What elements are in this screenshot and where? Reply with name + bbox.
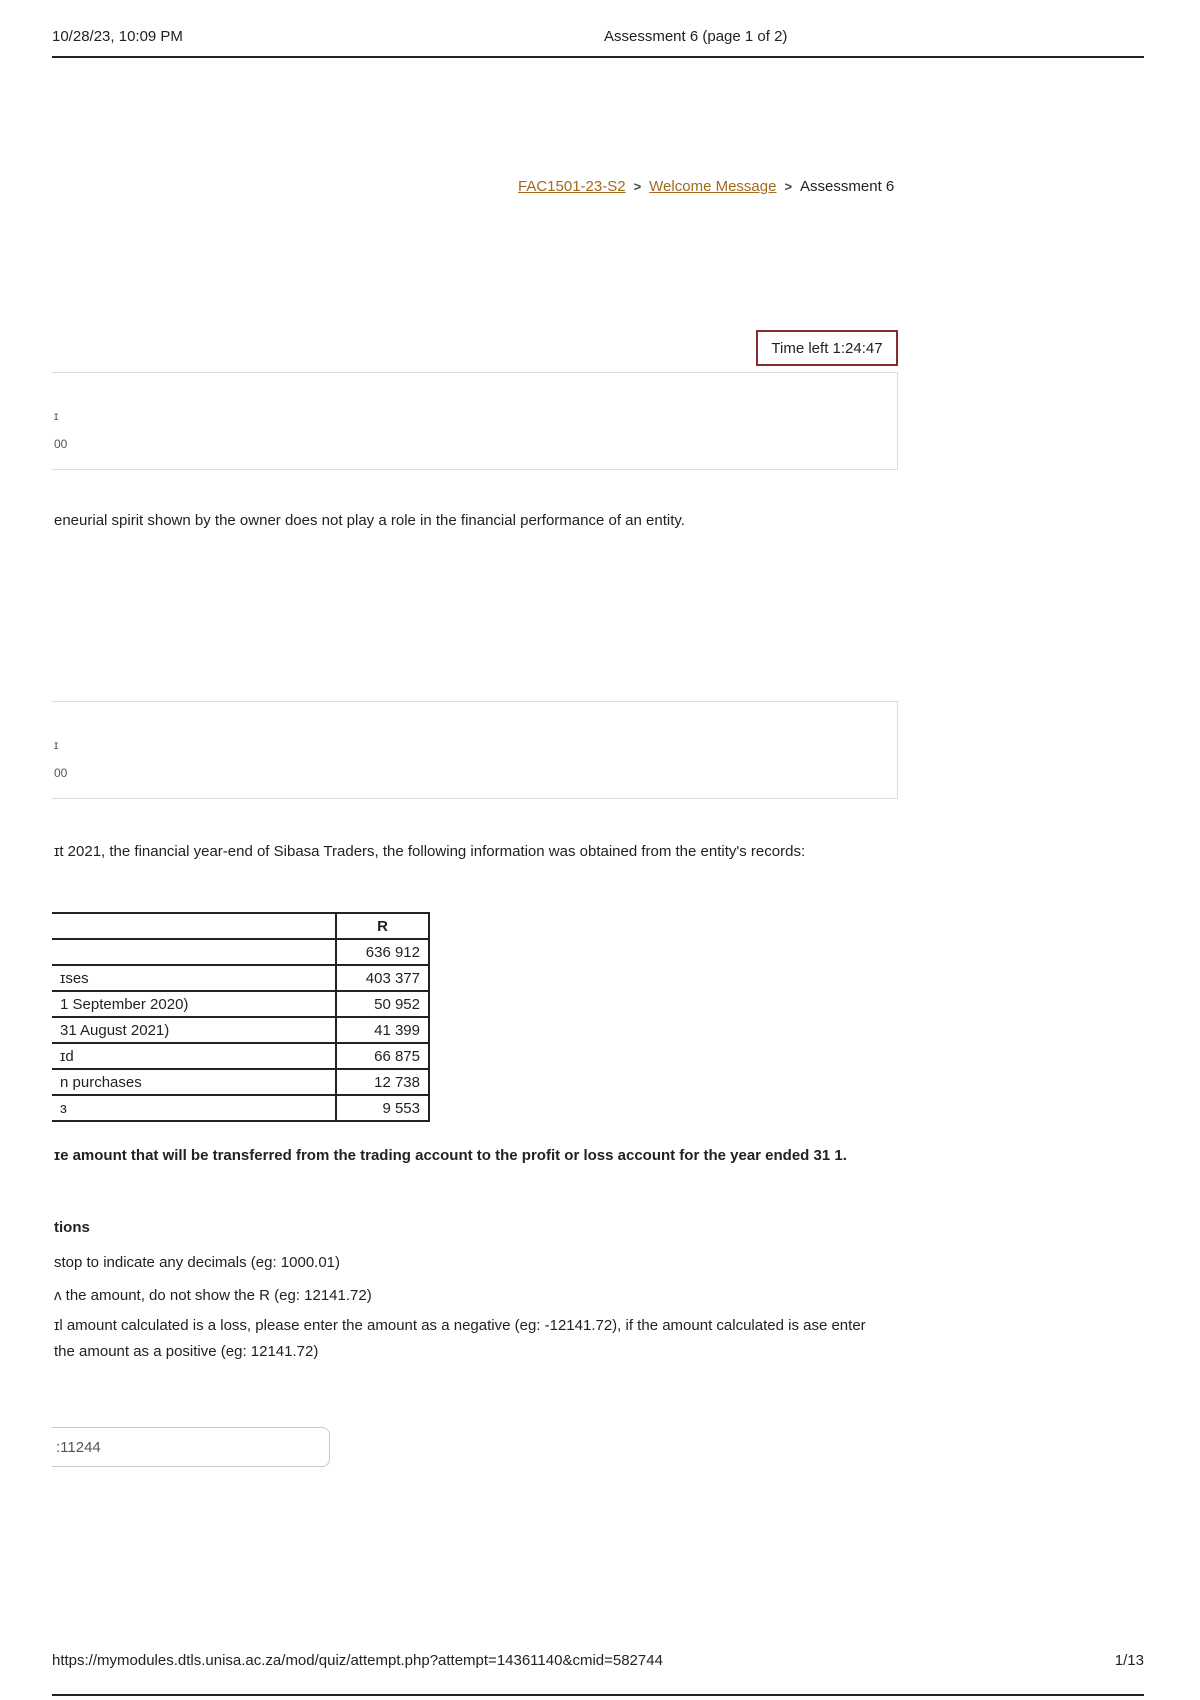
breadcrumb-separator-icon: > <box>633 179 642 194</box>
table-row <box>52 1043 429 1069</box>
table-header-label <box>52 913 336 939</box>
table-cell-value: 66 875 <box>336 1043 429 1069</box>
print-footer <box>52 1652 1144 1696</box>
table-row <box>52 1017 429 1043</box>
table-row <box>52 939 429 965</box>
question-2-info-box <box>52 701 898 799</box>
table-cell-value: 9 553 <box>336 1095 429 1121</box>
quiz-timer: Time left 1:24:47 <box>756 330 898 366</box>
question-1-info-line2: 00 <box>54 437 68 451</box>
question-2-intro: ɪt 2021, the financial year-end of Sibasa Traders, the following information was obtained from the entity's records: <box>54 843 806 860</box>
print-page-number: 1/13 <box>1114 1652 1144 1669</box>
instruction-item: stop to indicate any decimals (eg: 1000.01) <box>54 1254 341 1271</box>
table-cell-label: ɪses <box>52 965 336 991</box>
table-cell-label <box>52 939 336 965</box>
breadcrumb <box>518 178 894 195</box>
table-cell-value: 41 399 <box>336 1017 429 1043</box>
table-row <box>52 991 429 1017</box>
table-cell-label: ɜ <box>52 1095 336 1121</box>
question-1-text: eneurial spirit shown by the owner does not play a role in the financial performance of an entity. <box>54 512 685 529</box>
question-2-prompt: ɪe amount that will be transferred from the trading account to the profit or loss account for the year ended 31 1. <box>54 1147 847 1164</box>
breadcrumb-course-link[interactable]: FAC1501-23-S2 <box>518 178 626 195</box>
table-row <box>52 1069 429 1095</box>
instruction-item: ɪl amount calculated is a loss, please enter the amount as a negative (eg: -12141.72), if the amount calculated is ase enter the amount as a positive (eg: 12141.72) <box>54 1317 866 1360</box>
answer-input[interactable] <box>52 1427 330 1467</box>
print-header <box>52 26 1144 58</box>
instruction-item: ʌ the amount, do not show the R (eg: 12141.72) <box>54 1287 372 1304</box>
breadcrumb-separator-icon: > <box>784 179 793 194</box>
table-cell-value: 636 912 <box>336 939 429 965</box>
question-1-info-line1: ɪ <box>54 409 59 423</box>
breadcrumb-current: Assessment 6 <box>800 178 895 195</box>
table-header-currency: R <box>336 913 429 939</box>
table-cell-label: 31 August 2021) <box>52 1017 336 1043</box>
table-row <box>52 1095 429 1121</box>
question-2-info-line1: ɪ <box>54 738 59 752</box>
table-row <box>52 965 429 991</box>
print-page-title: Assessment 6 (page 1 of 2) <box>604 28 788 45</box>
table-cell-value: 12 738 <box>336 1069 429 1095</box>
table-cell-label: n purchases <box>52 1069 336 1095</box>
print-url: https://mymodules.dtls.unisa.ac.za/mod/quiz/attempt.php?attempt=14361140&cmid=582744 <box>52 1652 663 1669</box>
table-cell-value: 403 377 <box>336 965 429 991</box>
print-date: 10/28/23, 10:09 PM <box>52 28 183 45</box>
financial-data-table <box>52 912 430 1122</box>
table-header-row <box>52 913 429 939</box>
table-cell-label: 1 September 2020) <box>52 991 336 1017</box>
question-2-info-line2: 00 <box>54 766 68 780</box>
question-1-info-box <box>52 372 898 470</box>
instructions-heading: tions <box>54 1219 90 1236</box>
table-cell-label: ɪd <box>52 1043 336 1069</box>
table-cell-value: 50 952 <box>336 991 429 1017</box>
breadcrumb-welcome-link[interactable]: Welcome Message <box>649 178 777 195</box>
